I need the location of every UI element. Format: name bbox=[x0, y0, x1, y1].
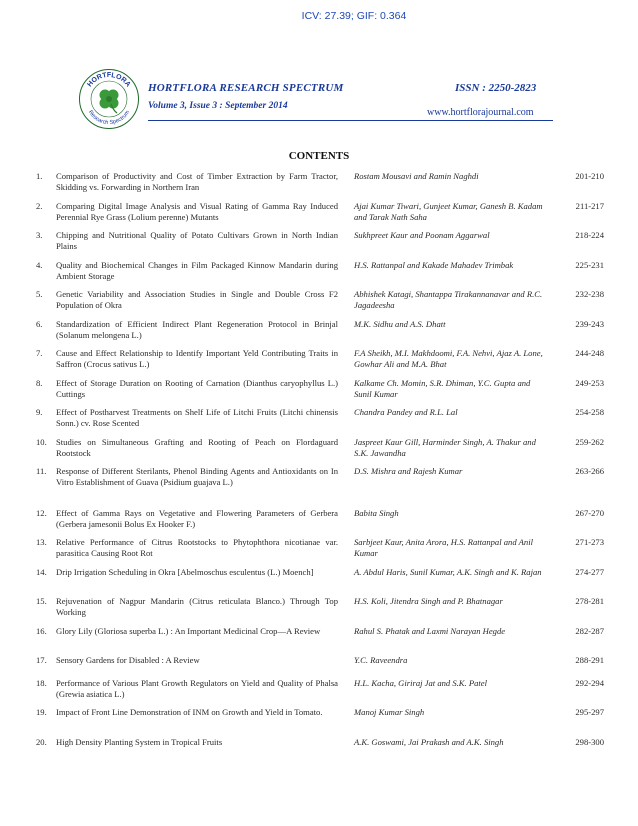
entry-authors: Rostam Mousavi and Ramin Naghdi bbox=[354, 171, 479, 181]
website-link[interactable]: www.hortflorajournal.com bbox=[427, 107, 534, 118]
entry-authors: Rahul S. Phatak and Laxmi Narayan Hegde bbox=[354, 626, 506, 636]
entry-authors: H.S. Rattanpal and Kakade Mahadev Trimbak bbox=[354, 260, 514, 270]
entry-authors: H.L. Kacha, Giriraj Jat and S.K. Patel bbox=[354, 678, 487, 688]
entry-title: High Density Planting System in Tropical Fruits bbox=[56, 737, 223, 747]
icv-gif-line bbox=[0, 10, 638, 22]
entry-pages: 267-270 bbox=[575, 508, 604, 518]
entry-pages: 282-287 bbox=[575, 626, 604, 636]
entry-authors: Sarbjeet Kaur, Anita Arora, H.S. Rattanpal and Anil Kumar bbox=[354, 537, 533, 558]
entry-authors: Manoj Kumar Singh bbox=[354, 707, 425, 717]
entry-title: Effect of Postharvest Treatments on Shelf Life of Litchi Fruits (Litchi chinensis Sonn.) cv. Rose Scented bbox=[56, 407, 338, 428]
entry-pages: 244-248 bbox=[575, 348, 604, 358]
entry-number: 5. bbox=[36, 289, 43, 299]
header-rule bbox=[148, 120, 553, 121]
entry-pages: 211-217 bbox=[575, 201, 604, 211]
entry-pages: 288-291 bbox=[575, 655, 604, 665]
entry-title: Performance of Various Plant Growth Regulators on Yield and Quality of Phalsa (Grewia asiatica L.) bbox=[56, 678, 338, 699]
entry-authors: Babita Singh bbox=[354, 508, 399, 518]
entry-number: 2. bbox=[36, 201, 43, 211]
entry-pages: 254-258 bbox=[575, 407, 604, 417]
entry-title: Drip Irrigation Scheduling in Okra [Abelmoschus esculentus (L.) Moench] bbox=[56, 567, 314, 577]
entry-authors: Kalkame Ch. Momin, S.R. Dhiman, Y.C. Gupta and Sunil Kumar bbox=[354, 378, 531, 399]
icv-text: ICV: 27.39; GIF: 0.364 bbox=[301, 10, 407, 22]
entry-number: 18. bbox=[36, 678, 47, 688]
entry-pages: 218-224 bbox=[575, 230, 604, 240]
entry-pages: 292-294 bbox=[575, 678, 604, 688]
entry-pages: 298-300 bbox=[575, 737, 604, 747]
entry-title: Rejuvenation of Nagpur Mandarin (Citrus reticulata Blanco.) Through Top Working bbox=[56, 596, 338, 617]
entry-authors: Ajai Kumar Tiwari, Gunjeet Kumar, Ganesh B. Kadam and Tarak Nath Saha bbox=[354, 201, 543, 222]
entry-pages: 278-281 bbox=[575, 596, 604, 606]
entry-number: 6. bbox=[36, 319, 43, 329]
logo-top-text: HORTFLORA bbox=[86, 72, 132, 89]
entry-authors: Chandra Pandey and R.L. Lal bbox=[354, 407, 458, 417]
entry-title: Glory Lily (Gloriosa superba L.) : An Important Medicinal Crop—A Review bbox=[56, 626, 321, 636]
entry-number: 4. bbox=[36, 260, 43, 270]
issue-line: Volume 3, Issue 3 : September 2014 bbox=[148, 101, 288, 111]
entry-pages: 274-277 bbox=[575, 567, 604, 577]
contents-title: CONTENTS bbox=[288, 150, 350, 162]
entry-number: 7. bbox=[36, 348, 43, 358]
entry-number: 17. bbox=[36, 655, 47, 665]
issn: ISSN : 2250-2823 bbox=[455, 82, 537, 94]
entry-pages: 249-253 bbox=[575, 378, 604, 388]
entry-number: 9. bbox=[36, 407, 43, 417]
entry-pages: 259-262 bbox=[575, 437, 604, 447]
entry-number: 15. bbox=[36, 596, 47, 606]
entry-title: Comparing Digital Image Analysis and Visual Rating of Gamma Ray Induced Perennial Rye Grass (Lolium perenne) Mutants bbox=[56, 201, 338, 222]
entry-pages: 201-210 bbox=[575, 171, 604, 181]
entry-pages: 295-297 bbox=[575, 707, 604, 717]
entry-title: Standardization of Efficient Indirect Plant Regeneration Protocol in Brinjal (Solanum melongena L.) bbox=[56, 319, 338, 340]
entry-number: 20. bbox=[36, 737, 47, 747]
entry-title: Relative Performance of Citrus Rootstocks to Phytophthora nicotianae var. parasitica Causing Root Rot bbox=[56, 537, 338, 558]
entry-number: 8. bbox=[36, 378, 43, 388]
entry-authors: Abhishek Katagi, Shantappa Tirakannanavar and R.C. Jagadeesha bbox=[354, 289, 543, 310]
entry-number: 16. bbox=[36, 626, 47, 636]
entry-authors: H.S. Koli, Jitendra Singh and P. Bhatnagar bbox=[354, 596, 503, 606]
entry-number: 1. bbox=[36, 171, 43, 181]
entry-title: Studies on Simultaneous Grafting and Rooting of Peach on Flordaguard Rootstock bbox=[56, 437, 338, 458]
entry-title: Impact of Front Line Demonstration of INM on Growth and Yield in Tomato. bbox=[56, 707, 323, 717]
hortflora-logo bbox=[78, 68, 140, 130]
entry-authors: Y.C. Raveendra bbox=[354, 655, 408, 665]
entry-number: 14. bbox=[36, 567, 47, 577]
entry-title: Quality and Biochemical Changes in Film Packaged Kinnow Mandarin during Ambient Storage bbox=[56, 260, 338, 281]
entry-authors: Jaspreet Kaur Gill, Harminder Singh, A. Thakur and S.K. Jawandha bbox=[354, 437, 536, 458]
entry-authors: D.S. Mishra and Rajesh Kumar bbox=[354, 466, 463, 476]
entry-number: 12. bbox=[36, 508, 47, 518]
entry-title: Sensory Gardens for Disabled : A Review bbox=[56, 655, 200, 665]
entry-pages: 239-243 bbox=[575, 319, 604, 329]
entry-title: Chipping and Nutritional Quality of Potato Cultivars Grown in North Indian Plains bbox=[56, 230, 338, 251]
entry-title: Effect of Storage Duration on Rooting of Carnation (Dianthus caryophyllus L.) Cuttings bbox=[56, 378, 338, 399]
entry-number: 11. bbox=[36, 466, 47, 476]
entry-authors: A.K. Goswami, Jai Prakash and A.K. Singh bbox=[354, 737, 504, 747]
entry-authors: M.K. Sidhu and A.S. Dhatt bbox=[354, 319, 446, 329]
entry-title: Effect of Gamma Rays on Vegetative and Flowering Parameters of Gerbera (Gerbera jamesonii Bolus Ex Hooker F.) bbox=[56, 508, 338, 529]
journal-name: HORTFLORA RESEARCH SPECTRUM bbox=[148, 82, 344, 94]
entry-number: 10. bbox=[36, 437, 47, 447]
entry-number: 13. bbox=[36, 537, 47, 547]
entry-title: Genetic Variability and Association Studies in Single and Double Cross F2 Population of Okra bbox=[56, 289, 338, 310]
entry-number: 19. bbox=[36, 707, 47, 717]
entry-title: Comparison of Productivity and Cost of Timber Extraction by Farm Tractor, Skidding vs. Forwarding in Northern Iran bbox=[56, 171, 338, 192]
entry-pages: 271-273 bbox=[575, 537, 604, 547]
entry-pages: 263-266 bbox=[575, 466, 604, 476]
entry-title: Response of Different Sterilants, Phenol Binding Agents and Antioxidants on In Vitro Establishment of Guava (Psidium guajava L.) bbox=[56, 466, 338, 487]
entry-pages: 232-238 bbox=[575, 289, 604, 299]
entry-authors: A. Abdul Haris, Sunil Kumar, A.K. Singh and K. Rajan bbox=[354, 567, 542, 577]
entry-number: 3. bbox=[36, 230, 43, 240]
entry-authors: Sukhpreet Kaur and Poonam Aggarwal bbox=[354, 230, 490, 240]
entry-authors: F.A Sheikh, M.I. Makhdoomi, F.A. Nehvi, Ajaz A. Lone, Gowhar Ali and M.A. Bhat bbox=[354, 348, 543, 369]
logo-bottom-text: Research Spectrum bbox=[86, 109, 132, 127]
entry-title: Cause and Effect Relationship to Identify Important Yeld Contributing Traits in Saffron (Crocus sativus L.) bbox=[56, 348, 338, 369]
entry-pages: 225-231 bbox=[575, 260, 604, 270]
